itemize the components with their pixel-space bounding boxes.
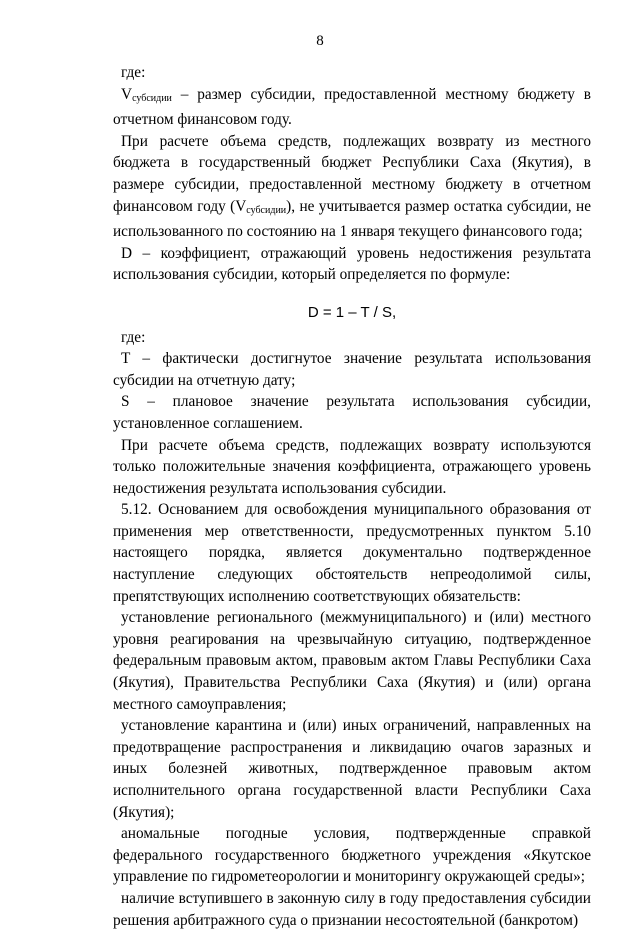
where-label-2: где: [121,328,146,346]
t-definition: T – фактически достигнутое значение результата использования субсидии на отчетную дату; [113,350,591,389]
s-definition: S – плановое значение результата использования субсидии, установленное соглашением. [113,393,591,432]
v-definition-text: – размер субсидии, предоставленной местному бюджету в отчетном финансовом году. [113,85,591,129]
formula: D = 1 – T / S, [307,303,397,321]
page-number: 8 [316,33,324,49]
calculation-note-1 [113,131,591,243]
d-coefficient-definition: D – коэффициент, отражающий уровень недостижения результата использования субсидии, который определяется по формуле: [113,244,591,284]
where-label: где: [121,64,146,81]
v-subscript: субсидии [132,92,172,104]
v-subsidy-definition [113,84,591,131]
calculation-note-1-part-a: При расчете объема средств, подлежащих возврату из местного бюджета в государственный бюджет Республики Саха (Якутия), в размере субсидии, предоставленной местному бюджету в отчетном финансовом году (V [113,132,591,215]
force-majeure-item-1: установление регионального (межмуниципального) и (или) местного уровня реагирования на чрезвычайную ситуацию, подтвержденное федеральным правовым актом, правовым актом Главы Республики Саха (Якутия), Правительства Республики Саха (Якутия) и (или) органа местного самоуправления; [113,609,591,713]
force-majeure-item-2: установление карантина и (или) иных ограничений, направленных на предотвращение распространения и ликвидацию очагов заразных и иных болезней животных, подтвержденное правовым актом исполнительного органа государственной власти Республики Саха (Якутия); [113,717,591,821]
calculation-note-1-subscript: субсидии [246,204,287,216]
force-majeure-item-4: наличие вступившего в законную силу в году предоставления субсидии решения арбитражного суда о признании несостоятельной (банкротом) [113,889,591,929]
document-body [113,62,591,931]
calculation-note-2: При расчете объема средств, подлежащих возврату используются только положительные значения коэффициента, отражающего уровень недостижения результата использования субсидии. [113,436,591,497]
force-majeure-item-3: аномальные погодные условия, подтвержденные справкой федерального государственного бюджетного учреждения «Якутское управление по гидрометеорологии и мониторингу окружающей среды»; [113,825,591,886]
v-symbol: V [121,85,133,103]
clause-5-12: 5.12. Основанием для освобождения муниципального образования от применения мер ответственности, предусмотренных пунктом 5.10 настоящего порядка, является документально подтвержденное наступление следующих обстоятельств непреодолимой силы, препятствующих исполнению соответствующих обязательств: [113,501,591,605]
calculation-note-1-part-b: ), не учитывается размер остатка субсидии, не использованного по состоянию на 1 января текущего финансового года; [113,197,591,241]
